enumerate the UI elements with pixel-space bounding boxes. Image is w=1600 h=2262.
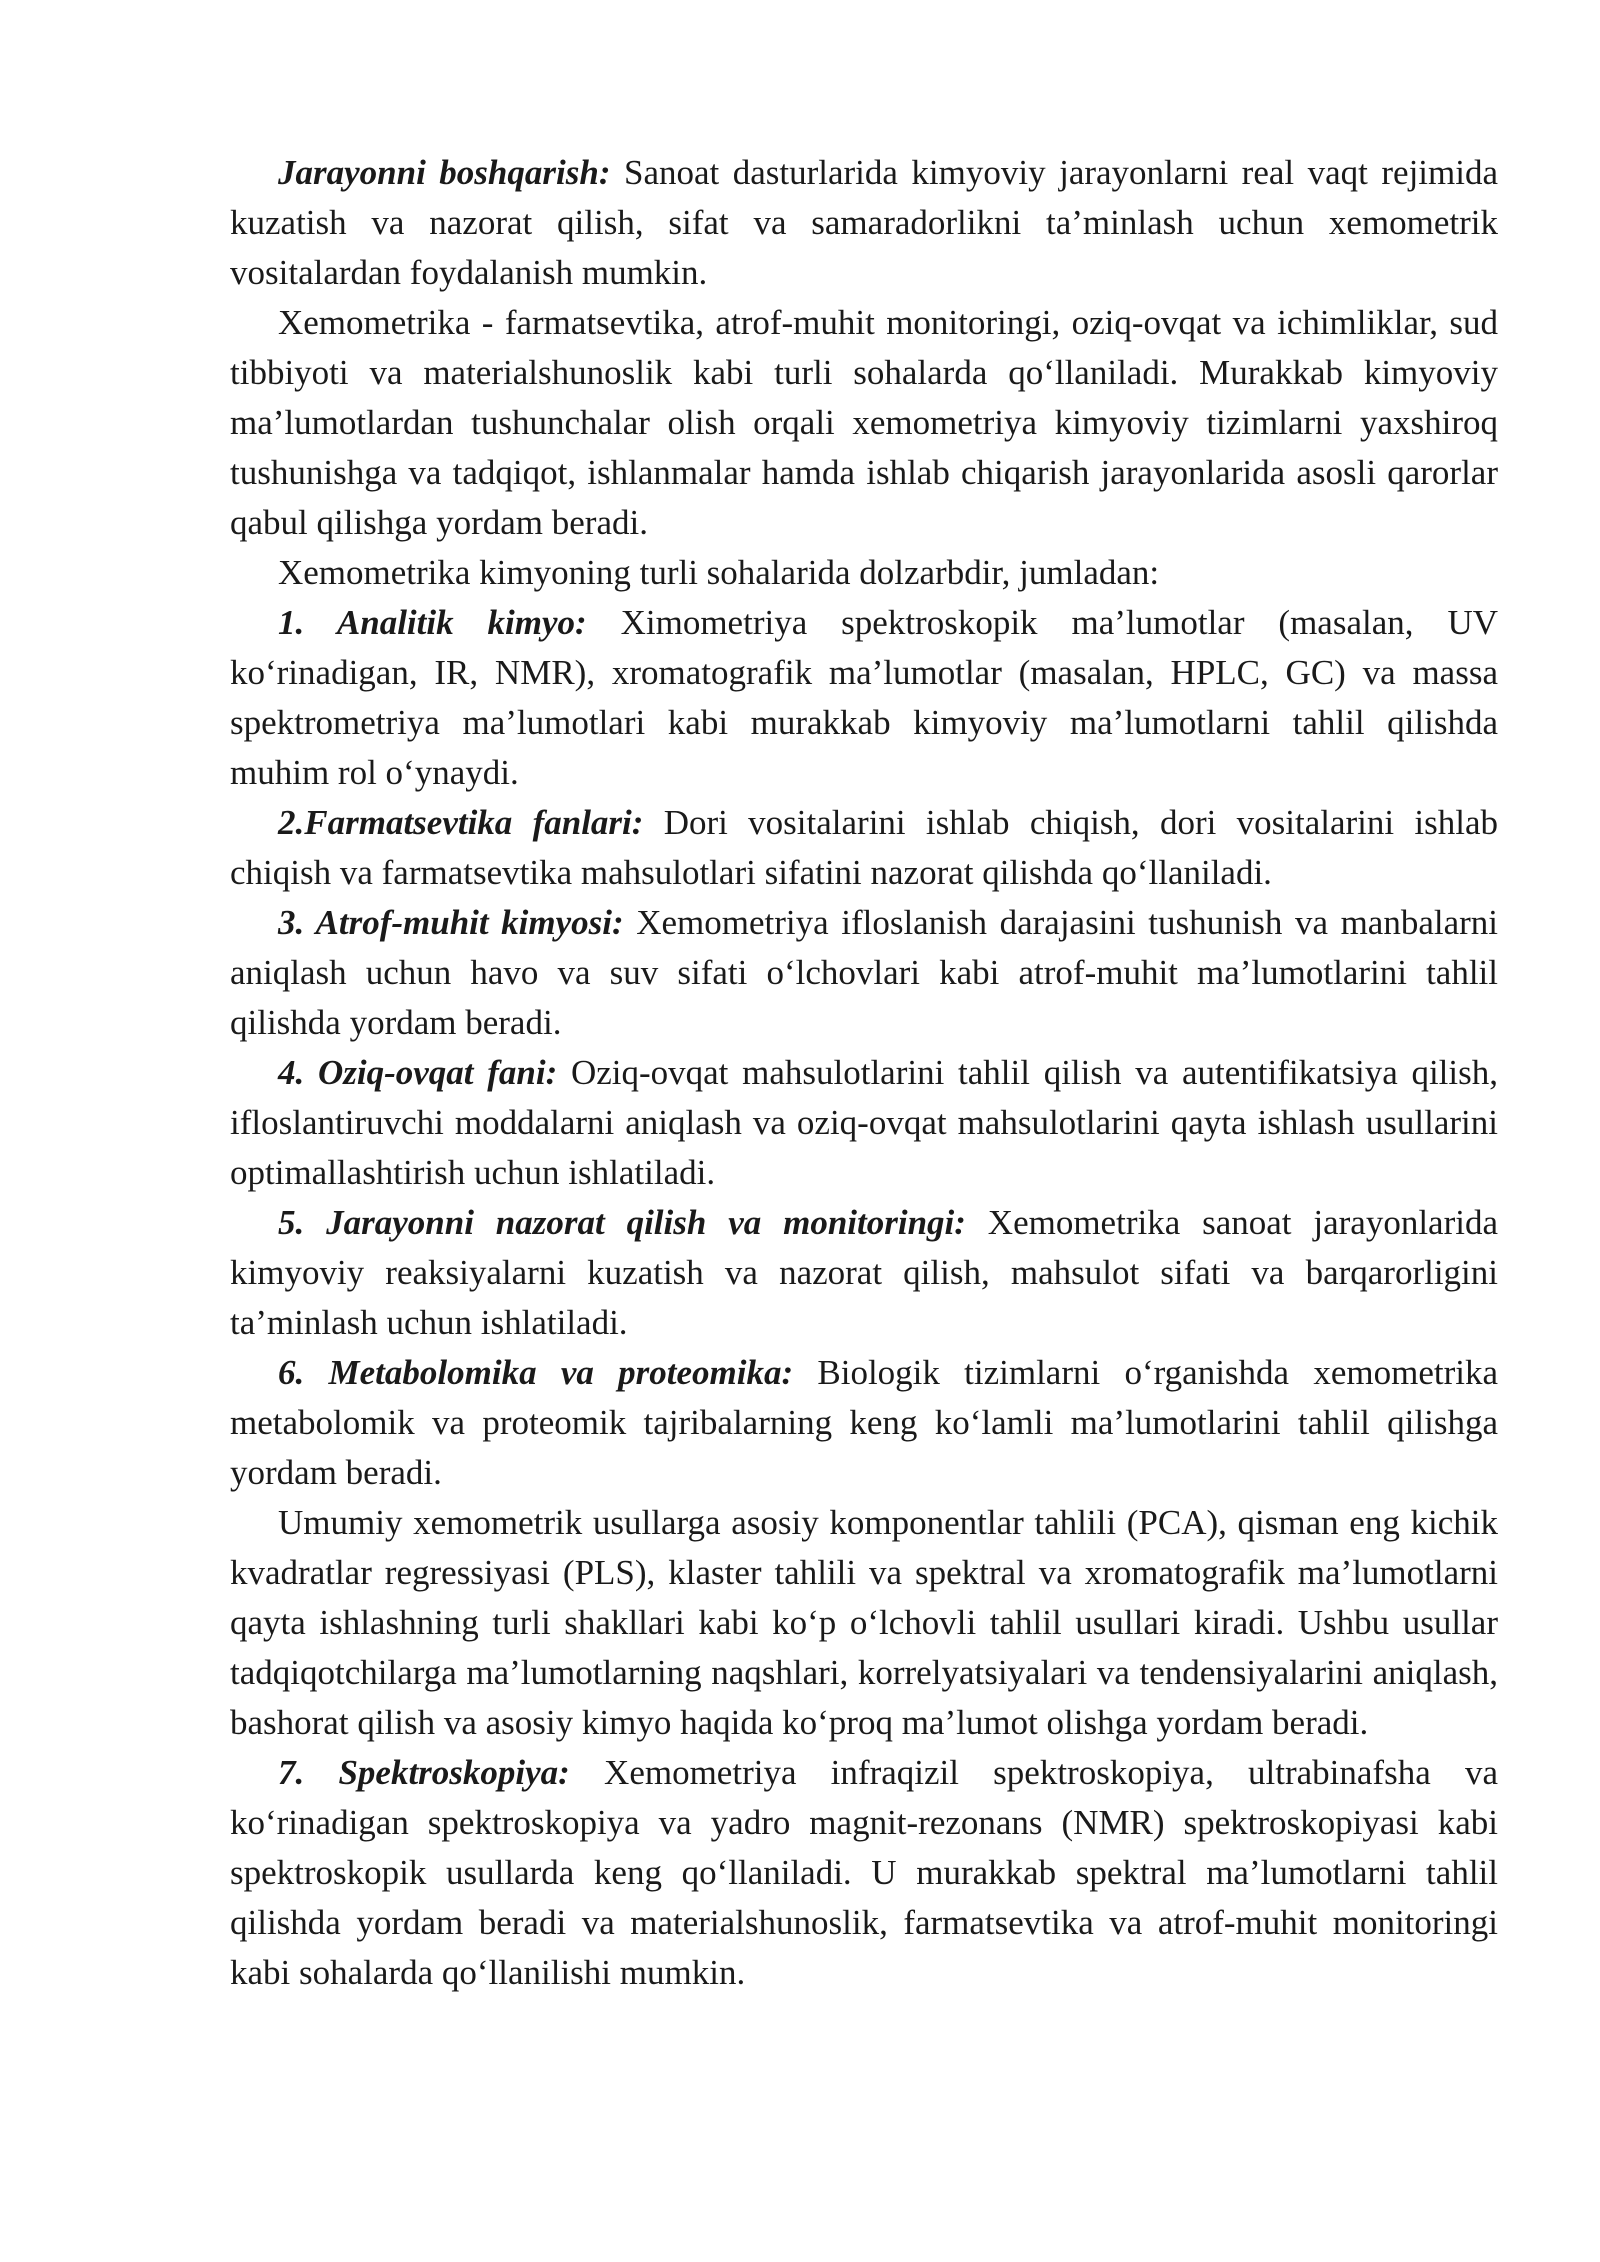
paragraph-list-intro — [230, 548, 1498, 598]
list-item-metabolomika — [230, 1348, 1498, 1498]
paragraph-lead: 7. Spektroskopiya: — [278, 1753, 570, 1792]
paragraph-text: Sanoat dasturlarida kimyoviy jarayonlarni real vaqt rejimida kuzatish va nazorat qilish, sifat va samaradorlikni ta’minlash uchun xemometrik vositalardan foydalanish mumkin. — [230, 153, 1498, 292]
list-item-jarayon-nazorat — [230, 1198, 1498, 1348]
document-page — [230, 148, 1498, 1998]
paragraph-text: Xemometrika kimyoning turli sohalarida dolzarbdir, jumladan: — [278, 553, 1160, 592]
paragraph-text: Biologik tizimlarni o‘rganishda xemometrika metabolomik va proteomik tajribalarning keng ko‘lamli ma’lumotlarini tahlil qilishga yordam beradi. — [230, 1353, 1498, 1492]
paragraph-lead: 2.Farmatsevtika fanlari: — [278, 803, 644, 842]
list-item-oziq-ovqat — [230, 1048, 1498, 1198]
paragraph-text: Ximometriya spektroskopik ma’lumotlar (masalan, UV ko‘rinadigan, IR, NMR), xromatografik ma’lumotlar (masalan, HPLC, GC) va massa spektrometriya ma’lumotlari kabi murakkab kimyoviy ma’lumotlarni tahlil qilishda muhim rol o‘ynaydi. — [230, 603, 1498, 792]
list-item-analitik-kimyo — [230, 598, 1498, 798]
paragraph-xemometrika-intro — [230, 298, 1498, 548]
list-item-spektroskopiya — [230, 1748, 1498, 1998]
paragraph-lead: 1. Analitik kimyo: — [278, 603, 587, 642]
paragraph-umumiy-usullar — [230, 1498, 1498, 1748]
paragraph-jarayonni-boshqarish — [230, 148, 1498, 298]
paragraph-lead: Jarayonni boshqarish: — [278, 153, 611, 192]
paragraph-text: Xemometrika - farmatsevtika, atrof-muhit monitoringi, oziq-ovqat va ichimliklar, sud tibbiyoti va materialshunoslik kabi turli sohalarda qo‘llaniladi. Murakkab kimyoviy ma’lumotlardan tushunchalar olish orqali xemometriya kimyoviy tizimlarni yaxshiroq tushunishga va tadqiqot, ishlanmalar hamda ishlab chiqarish jarayonlarida asosli qarorlar qabul qilishga yordam beradi. — [230, 303, 1498, 542]
paragraph-text: Xemometriya infraqizil spektroskopiya, ultrabinafsha va ko‘rinadigan spektroskopiya va yadro magnit-rezonans (NMR) spektroskopiyasi kabi spektroskopik usullarda keng qo‘llaniladi. U murakkab spektral ma’lumotlarni tahlil qilishda yordam beradi va materialshunoslik, farmatsevtika va atrof-muhit monitoringi kabi sohalarda qo‘llanilishi mumkin. — [230, 1753, 1498, 1992]
paragraph-text: Xemometriya ifloslanish darajasini tushunish va manbalarni aniqlash uchun havo va suv sifati o‘lchovlari kabi atrof-muhit ma’lumotlarini tahlil qilishda yordam beradi. — [230, 903, 1499, 1042]
paragraph-text: Umumiy xemometrik usullarga asosiy komponentlar tahlili (PCA), qisman eng kichik kvadratlar regressiyasi (PLS), klaster tahlili va spektral va xromatografik ma’lumotlarni qayta ishlashning turli shakllari kabi ko‘p o‘lchovli tahlil usullari kiradi. Ushbu usullar tadqiqotchilarga ma’lumotlarning naqshlari, korrelyatsiyalari va tendensiyalarini aniqlash, bashorat qilish va asosiy kimyo haqida ko‘proq ma’lumot olishga yordam beradi. — [230, 1503, 1498, 1742]
list-item-atrof-muhit — [230, 898, 1498, 1048]
paragraph-lead: 5. Jarayonni nazorat qilish va monitoringi: — [278, 1203, 966, 1242]
paragraph-lead: 3. Atrof-muhit kimyosi: — [278, 903, 624, 942]
paragraph-text: Oziq-ovqat mahsulotlarini tahlil qilish va autentifikatsiya qilish, ifloslantiruvchi moddalarni aniqlash va oziq-ovqat mahsulotlarini qayta ishlash usullarini optimallashtirish uchun ishlatiladi. — [230, 1053, 1498, 1192]
list-item-farmatsevtika — [230, 798, 1498, 898]
paragraph-text: Xemometrika sanoat jarayonlarida kimyoviy reaksiyalarni kuzatish va nazorat qilish, mahsulot sifati va barqarorligini ta’minlash uchun ishlatiladi. — [230, 1203, 1498, 1342]
paragraph-text: Dori vositalarini ishlab chiqish, dori vositalarini ishlab chiqish va farmatsevtika mahsulotlari sifatini nazorat qilishda qo‘llaniladi. — [230, 803, 1498, 892]
paragraph-lead: 6. Metabolomika va proteomika: — [278, 1353, 794, 1392]
paragraph-lead: 4. Oziq-ovqat fani: — [278, 1053, 558, 1092]
